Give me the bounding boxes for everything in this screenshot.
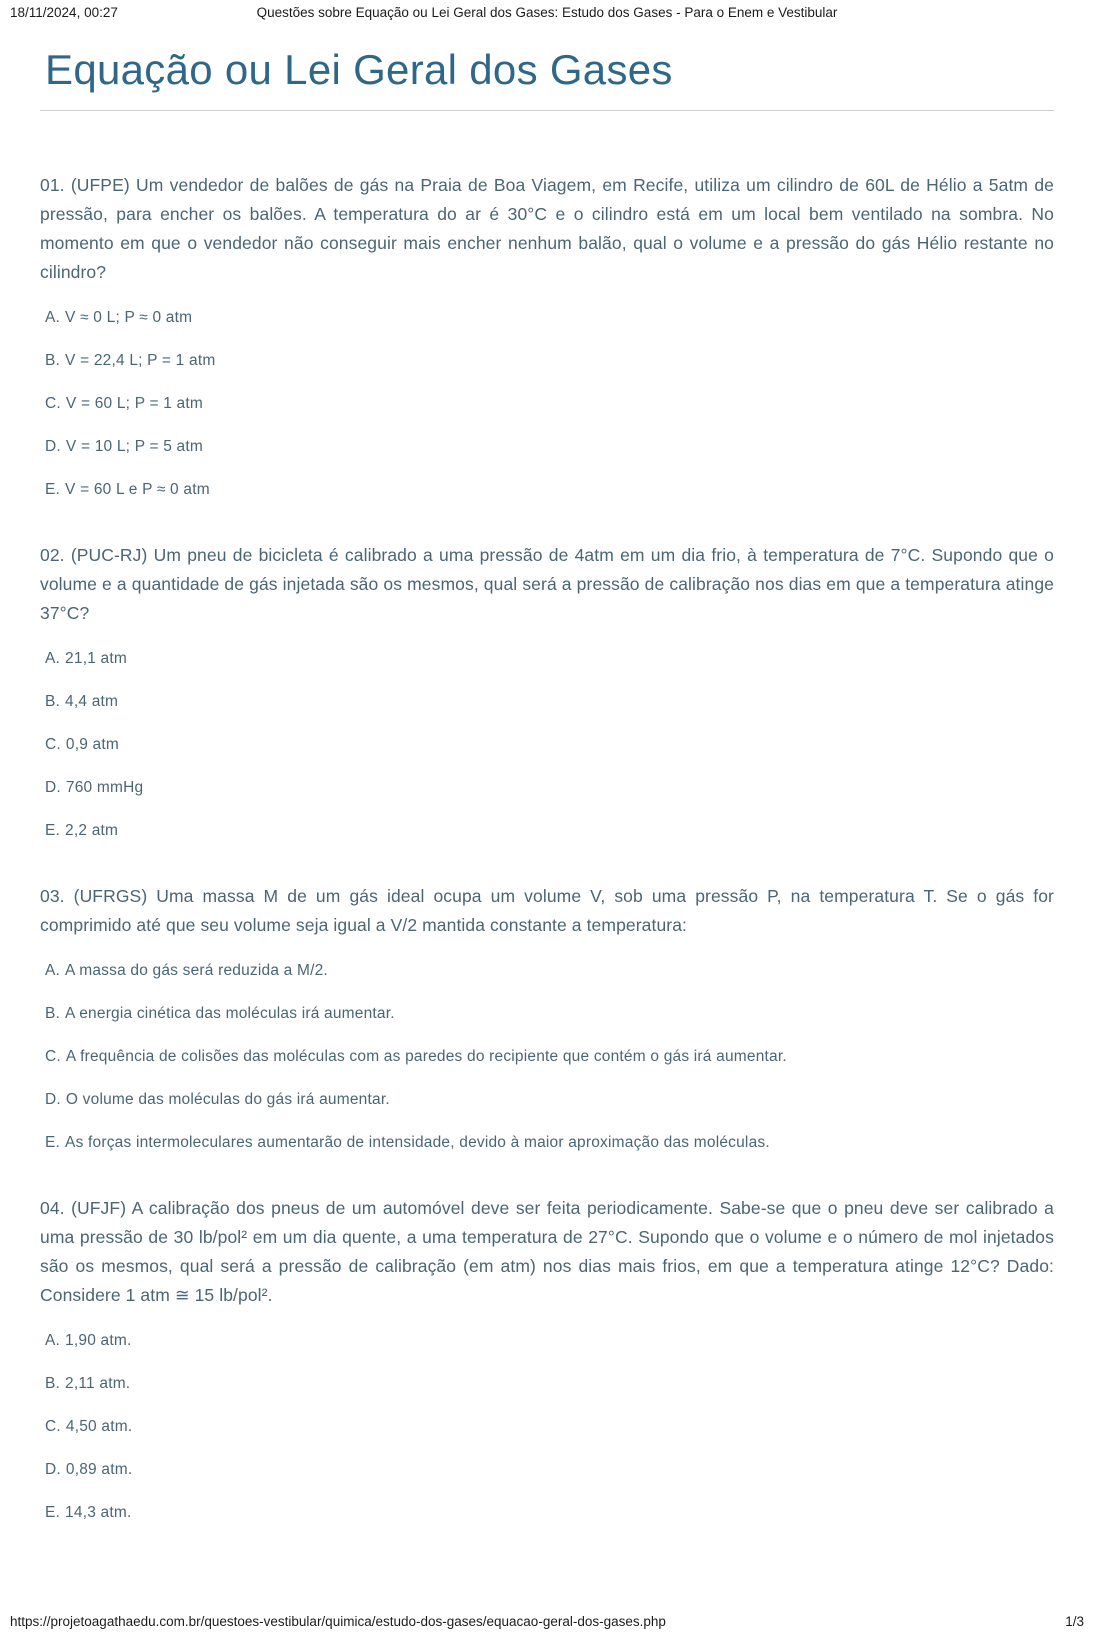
option-text: 21,1 atm	[65, 650, 127, 667]
option-text: 0,89 atm.	[65, 1461, 133, 1478]
header-datetime: 18/11/2024, 00:27	[10, 5, 118, 20]
header-doc-title: Questões sobre Equação ou Lei Geral dos Gases: Estudo dos Gases - Para o Enem e Vestibular	[256, 5, 838, 20]
option-letter: B.	[45, 1005, 61, 1022]
option	[45, 960, 1054, 982]
options-list	[40, 1330, 1054, 1524]
option-letter: C.	[45, 395, 61, 412]
question-04	[40, 1194, 1054, 1524]
option	[45, 1416, 1054, 1438]
footer-page-number: 1/3	[1065, 1614, 1084, 1629]
option-letter: B.	[45, 1375, 61, 1392]
option-text: 2,11 atm.	[65, 1375, 131, 1392]
option	[45, 307, 1054, 329]
option-letter: D.	[45, 1461, 61, 1478]
option-letter: A.	[45, 962, 61, 979]
option-text: 4,50 atm.	[65, 1418, 133, 1435]
option-text: O volume das moléculas do gás irá aumentar.	[65, 1091, 390, 1108]
option-text: 760 mmHg	[65, 779, 144, 796]
option-letter: D.	[45, 779, 61, 796]
print-header	[10, 5, 1084, 23]
option	[45, 1132, 1054, 1154]
option-letter: E.	[45, 822, 61, 839]
option-letter: C.	[45, 736, 61, 753]
options-list	[40, 648, 1054, 842]
print-footer	[10, 1614, 1084, 1629]
option-letter: C.	[45, 1048, 61, 1065]
option	[45, 479, 1054, 501]
option	[45, 350, 1054, 372]
option-text: 14,3 atm.	[65, 1504, 132, 1521]
option-letter: C.	[45, 1418, 61, 1435]
question-01	[40, 171, 1054, 501]
option	[45, 1459, 1054, 1481]
option-letter: B.	[45, 693, 61, 710]
option-letter: E.	[45, 1134, 61, 1151]
question-03	[40, 882, 1054, 1154]
option	[45, 648, 1054, 670]
option-letter: E.	[45, 1504, 61, 1521]
footer-url: https://projetoagathaedu.com.br/questoes-vestibular/quimica/estudo-dos-gases/equacao-geral-dos-gases.php	[10, 1614, 666, 1629]
option	[45, 1502, 1054, 1524]
option-text: A energia cinética das moléculas irá aumentar.	[65, 1005, 395, 1022]
question-text: 03. (UFRGS) Uma massa M de um gás ideal ocupa um volume V, sob uma pressão P, na temperatura T. Se o gás for comprimido até que seu volume seja igual a V/2 mantida constante a temperatura:	[40, 886, 1054, 935]
question-02	[40, 541, 1054, 842]
option	[45, 820, 1054, 842]
option	[45, 1330, 1054, 1352]
question-text: 04. (UFJF) A calibração dos pneus de um automóvel deve ser feita periodicamente. Sabe-se que o pneu deve ser calibrado a uma pressão de 30 lb/pol² em um dia quente, a uma temperatura de 27°C. Supondo que o volume e o número de mol injetados são os mesmos, qual será a pressão de calibração (em atm) nos dias mais frios, em que a temperatura atinge 12°C? Dado: Considere 1 atm ≅ 15 lb/pol².	[40, 1198, 1054, 1305]
option-letter: D.	[45, 438, 61, 455]
option	[45, 393, 1054, 415]
option-text: V = 10 L; P = 5 atm	[65, 438, 203, 455]
option-letter: D.	[45, 1091, 61, 1108]
option	[45, 1373, 1054, 1395]
option-text: 2,2 atm	[65, 822, 119, 839]
option	[45, 777, 1054, 799]
option-text: As forças intermoleculares aumentarão de intensidade, devido à maior aproximação das moléculas.	[65, 1134, 770, 1151]
option	[45, 691, 1054, 713]
option-text: V = 60 L e P ≈ 0 atm	[65, 481, 210, 498]
option-text: A frequência de colisões das moléculas com as paredes do recipiente que contém o gás irá aumentar.	[65, 1048, 787, 1065]
option-text: V ≈ 0 L; P ≈ 0 atm	[65, 309, 193, 326]
options-list	[40, 307, 1054, 501]
option-text: 4,4 atm	[65, 693, 119, 710]
question-text: 01. (UFPE) Um vendedor de balões de gás na Praia de Boa Viagem, em Recife, utiliza um cilindro de 60L de Hélio a 5atm de pressão, para encher os balões. A temperatura do ar é 30°C e o cilindro está em um local bem ventilado na sombra. No momento em que o vendedor não conseguir mais encher nenhum balão, qual o volume e a pressão do gás Hélio restante no cilindro?	[40, 175, 1054, 282]
title-divider	[40, 110, 1054, 111]
option-letter: B.	[45, 352, 61, 369]
option	[45, 1089, 1054, 1111]
option-letter: A.	[45, 1332, 61, 1349]
option	[45, 1003, 1054, 1025]
option-text: V = 60 L; P = 1 atm	[65, 395, 203, 412]
option-text: 1,90 atm.	[65, 1332, 132, 1349]
option	[45, 734, 1054, 756]
option-letter: A.	[45, 309, 61, 326]
option-text: V = 22,4 L; P = 1 atm	[65, 352, 216, 369]
option	[45, 1046, 1054, 1068]
options-list	[40, 960, 1054, 1154]
option-letter: A.	[45, 650, 61, 667]
option-text: 0,9 atm	[65, 736, 119, 753]
option-letter: E.	[45, 481, 61, 498]
page-title: Equação ou Lei Geral dos Gases	[45, 46, 673, 93]
question-text: 02. (PUC-RJ) Um pneu de bicicleta é calibrado a uma pressão de 4atm em um dia frio, à temperatura de 7°C. Supondo que o volume e a quantidade de gás injetada são os mesmos, qual será a pressão de calibração nos dias em que a temperatura atinge 37°C?	[40, 545, 1054, 623]
option	[45, 436, 1054, 458]
option-text: A massa do gás será reduzida a M/2.	[65, 962, 328, 979]
